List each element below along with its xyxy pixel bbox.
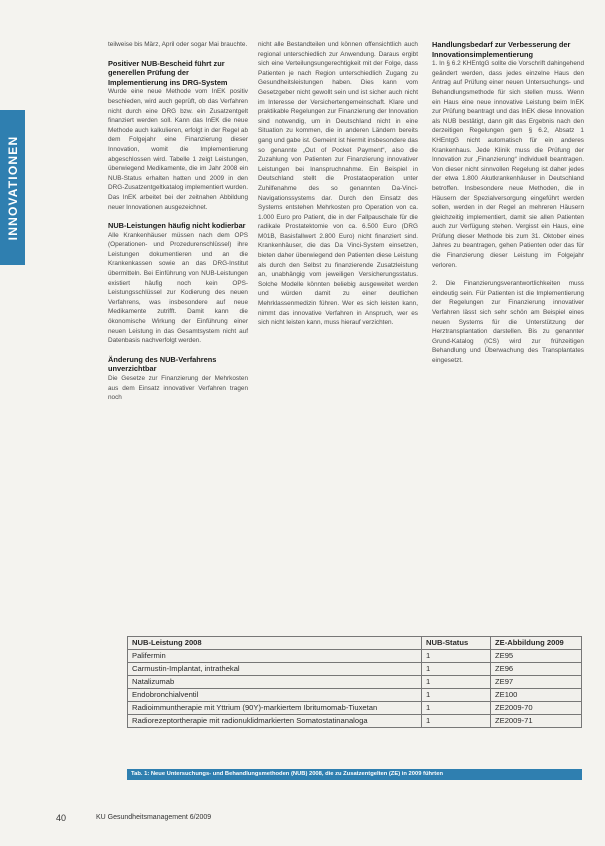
table-row <box>128 715 582 728</box>
table-cell: ZE97 <box>491 676 582 689</box>
table-cell: 1 <box>422 676 491 689</box>
subheading: Positiver NUB-Bescheid führt zur generellen Prüfung der Implementierung ins DRG-System <box>108 58 228 87</box>
table-header: NUB-Status <box>422 637 491 650</box>
paragraph: Die Gesetze zur Finanzierung der Mehrkosten aus dem Einsatz innovativer Verfahren tragen noch <box>108 375 248 402</box>
table-cell: 1 <box>422 702 491 715</box>
paragraph: teilweise bis März, April oder sogar Mai brauchte. <box>108 41 248 48</box>
table-caption: Tab. 1: Neue Untersuchungs- und Behandlungsmethoden (NUB) 2008, die zu Zusatzentgelten (ZE) in 2009 führten <box>127 769 582 780</box>
section-tab-label: INNOVATIONEN <box>5 135 20 240</box>
table-cell: ZE2009-70 <box>491 702 582 715</box>
table-cell: 1 <box>422 715 491 728</box>
table-row <box>128 650 582 663</box>
paragraph: 1. In § 6.2 KHEntgG sollte die Vorschrift dahingehend geändert werden, dass jedes einzelne Haus den Antrag auf Prüfung einer neuen Untersuchungs- und Behandlungsmethode für sich stellen muss. Wenn ein Haus eine neue innovative Leistung beim InEK zur Prüfung beantragt und das InEK diese Innovation als NUB bestätigt, dann gilt das Ergebnis nach den derzeitigen Regelungen gem § 6.2, Absatz 1 KHEntgG nicht automatisch für ein anderes Krankenhaus. Jede Klinik muss die Prüfung der Innovation zur „Finanzierung“ individuell beantragen. Von dieser nicht sinnvollen Regelung ist daher jedes der etwa 1.800 Akutkrankenhäuser in Deutschland betroffen. Insbesondere neue Methoden, die in Häusern der Spezialversorgung eingeführt werden sollen, werden in der Regel an mehreren Häusern gleichzeitig implementiert, damit sie allen Patienten auch zur Verfügung stehen. Vergisst ein Haus, eine Prüfung dieser Methode bis zum 31. Oktober eines Jahres zu beantragen, gehen Patienten oder das für die Finanzierung dieser Leistung im Folgejahr verloren. <box>432 60 584 269</box>
table-cell: Palifermin <box>128 650 422 663</box>
section-tab <box>0 110 25 265</box>
table-row <box>128 676 582 689</box>
table-cell: Endobronchialventil <box>128 689 422 702</box>
table-cell: ZE2009-71 <box>491 715 582 728</box>
page-number: 40 <box>56 813 67 823</box>
paragraph: 2. Die Finanzierungsverantwortlichkeiten muss eindeutig sein. Für Patienten ist die Implementierung der Regelungen zur Finanzierung innovativer Verfahren lässt sich sehr schön am Beispiel eines neuen Systems für die Unterstützung der Herztransplantation darstellen. Bis zu genannter Grund-Katalog (ICS) wird zur frühzeitigen Behandlung und Überwachung des Transplantates eingesetzt. <box>432 280 584 364</box>
table-cell: Natalizumab <box>128 676 422 689</box>
paragraph: nicht alle Bestandteilen und können offensichtlich auch regional unterschiedlich zur Anwendung. Daraus ergibt sich eine Verteilungsungerechtigkeit mit der Folge, dass Patienten je nach Region unterschiedlich Zugang zu Gesundheitsleistungen haben. Dies kann vom Gesetzgeber nicht gewollt sein und ist sicher auch nicht im Interesse der Versichertengemeinschaft. Klare und praktikable Regelungen zur Finanzierung der Innovation sind notwendig, um in Deutschland nicht in eine Situation zu kommen, die in anderen Ländern bereits gang und gabe ist. Gemeint ist hiermit insbesondere das so genannte „Out of Pocket Payment“, also die Zuzahlung von Patienten zur Finanzierung innovativer Leistungen bei Inanspruchnahme. Ein Beispiel in Deutschland stellt die Prostataoperation unter Zuhilfenahme des so genannten Da-Vinci-Navigationssystems dar. Durch den Einsatz des Systems entstehen Mehrkosten pro Operation von ca. 1.000 Euro pro Patient, die in der Fallpauschale für die radikale Prostatektomie von ca. 6.500 Euro (DRG M01B, Basisfallwert 2.800 Euro) nicht finanziert sind. Krankenhäuser, die das Da Vinci-System einsetzen, bieten daher überwiegend den Patienten diese Leistung als durch den Selbst zu finanzierende Zusatzleistung an, unabhängig vom jeweiligen Versicherungsstatus. Solche Modelle könnten beliebig ausgeweitet werden und würden damit zu einer deutlichen Mehrklassenmedizin führen. Wer es sich leisten kann, nimmt das innovative Verfahren in Anspruch, wer es sich nicht leisten kann, muss hierauf verzichten. <box>258 41 418 327</box>
paragraph: Wurde eine neue Methode vom InEK positiv beschieden, wird auch geprüft, ob das Verfahren nicht durch eine DRG bzw. ein Zusatzentgelt finanziert werden soll. Kann das InEK die neue Methode auch kalkulieren, erfolgt in der Regel ab dem Folgejahr eine Finanzierung dieser Innovation, womit die Implementierung abgeschlossen wird. Tabelle 1 zeigt Leistungen, überwiegend Medikamente, die im Jahr 2008 ein NUB-Status erhalten hatten und 2009 in den DRG-Zusatzentgeltkatalog implementiert wurden. Das InEK arbeitet bei der zeitnahen Abbildung neuer Innovationen ausgezeichnet. <box>108 88 248 211</box>
table-cell: Radiorezeptortherapie mit radionuklidmarkierten Somatostatinanaloga <box>128 715 422 728</box>
table-cell: 1 <box>422 650 491 663</box>
nub-table <box>127 636 582 728</box>
column-2 <box>258 40 418 337</box>
table-header: ZE-Abbildung 2009 <box>491 637 582 650</box>
subheading: Handlungsbedarf zur Verbesserung der Innovationsimplementierung <box>432 40 571 59</box>
table-cell: Carmustin-Implantat, intrathekal <box>128 663 422 676</box>
table-cell: Radioimmuntherapie mit Yttrium (90Y)-markiertem Ibritumomab-Tiuxetan <box>128 702 422 715</box>
table-cell: ZE100 <box>491 689 582 702</box>
table-cell: 1 <box>422 663 491 676</box>
table-cell: 1 <box>422 689 491 702</box>
table-header: NUB-Leistung 2008 <box>128 637 422 650</box>
table-row <box>128 689 582 702</box>
table-row <box>128 663 582 676</box>
paragraph: Alle Krankenhäuser müssen nach dem OPS (Operationen- und Prozedurenschlüssel) ihre Leistungen dokumentieren und an die Krankenkassen sowie an das DRG-Institut übermitteln. Bei Einführung von NUB-Leistungen existiert häufig noch kein OPS-Leistungsschlüssel zur Kodierung des neuen Verfahrens, was insbesondere auf neue Medikamente zutrifft. Damit kann die ökonomische Wirkung der Einführung einer neuen Leistung in das Gesamtsystem nicht auf Datenbasis nachverfolgt werden. <box>108 231 248 345</box>
subheading: Änderung des NUB-Verfahrens unverzichtbar <box>108 354 217 374</box>
table-cell: ZE96 <box>491 663 582 676</box>
table-cell: ZE95 <box>491 650 582 663</box>
subheading: NUB-Leistungen häufig nicht kodierbar <box>108 221 246 231</box>
journal-footer: KU Gesundheitsmanagement 6/2009 <box>96 814 212 821</box>
table-row <box>128 702 582 715</box>
column-3 <box>432 40 584 375</box>
table-header-row <box>128 637 582 650</box>
column-1 <box>108 40 248 412</box>
